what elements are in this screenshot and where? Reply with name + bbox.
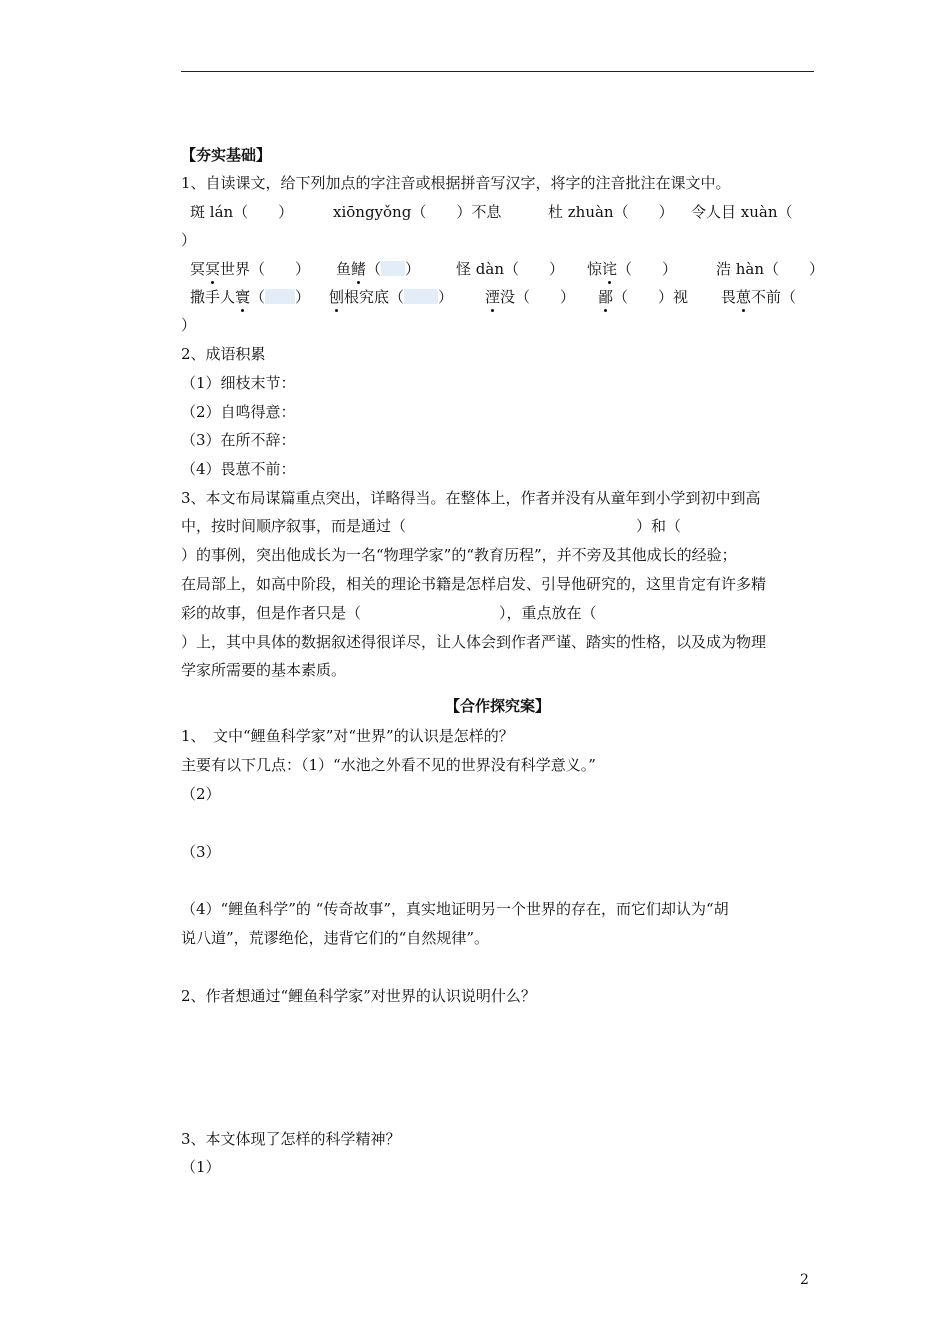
idiom-item-2: （2）自鸣得意： [181, 403, 296, 421]
coop-question-1-intro: 主要有以下几点：（1）“水池之外看不见的世界没有科学意义。” [181, 756, 596, 774]
question-3-line-7: 学家所需要的基本素质。 [181, 661, 347, 679]
char-row3-tail: ） [181, 316, 197, 334]
coop-question-1-point-2: （2） [181, 785, 221, 803]
pinyin-row1-tail: ） [181, 231, 197, 249]
char-item-huan: 撒手人寰（ ） [190, 288, 311, 306]
char-item-pao: 刨根究底（ ） [329, 288, 454, 306]
char-item-bi: 鄙（ ）视 [598, 288, 689, 306]
section-title-cooperation: 【合作探究案】 [444, 697, 550, 715]
coop-question-1: 1、 文中“鲤鱼科学家”对“世界”的认识是怎样的？ [181, 727, 514, 745]
question-3-line-5b: ），重点放在（ [499, 604, 597, 622]
question-3-line-4: 在局部上，如高中阶段，相关的理论书籍是怎样启发、引导他研究的，这里肯定有许多精 [181, 575, 767, 593]
coop-question-2: 2、作者想通过“鲤鱼科学家”对世界的认识说明什么？ [181, 987, 536, 1005]
coop-question-1-point-4b: 说八道”，荒谬绝伦，违背它们的“自然规律”。 [181, 929, 490, 947]
page-number: 2 [800, 1272, 809, 1288]
idiom-item-1: （1）细枝末节： [181, 374, 296, 392]
char-item-mingming: 冥冥世界（ ） [190, 260, 311, 278]
coop-question-1-point-3: （3） [181, 843, 221, 861]
char-item-cha: 惊诧（ ） [587, 260, 678, 278]
question-1-text: 1、自读课文，给下列加点的字注音或根据拼音写汉字，将字的注音批注在课文中。 [181, 174, 731, 192]
char-item-qi: 鱼鳍（ ） [336, 260, 421, 278]
pinyin-item-zhuan: 杜 zhuàn（ ） [548, 203, 674, 221]
question-3-line-2a: 中，按时间顺序叙事，而是通过（ [181, 517, 407, 535]
coop-question-3: 3、本文体现了怎样的科学精神？ [181, 1130, 401, 1148]
question-3-line-1: 3、本文布局谋篇重点突出，详略得当。在整体上，作者并没有从童年到小学到初中到高 [181, 489, 761, 507]
idiom-item-4: （4）畏葸不前： [181, 460, 296, 478]
question-3-line-3: ）的事例，突出他成长为一名“物理学家”的“教育历程”，并不旁及其他成长的经验； [181, 546, 737, 564]
char-item-yan: 湮没（ ） [485, 288, 576, 306]
char-item-xi: 畏葸不前（ [721, 288, 797, 306]
question-2-text: 2、成语积累 [181, 345, 266, 363]
header-rule [181, 71, 814, 72]
question-3-line-2b: ）和（ [636, 517, 682, 535]
coop-question-3-point-1: （1） [181, 1158, 221, 1176]
question-3-line-6: ）上，其中具体的数据叙述得很详尽，让人体会到作者严谨、踏实的性格，以及成为物理 [181, 633, 767, 651]
pinyin-item-xuan: 令人目 xuàn（ [691, 203, 793, 221]
pinyin-item-dan: 怪 dàn（ ） [456, 260, 564, 278]
pinyin-item-xiongyong: xiōngyǒng（ ）不息 [333, 203, 502, 221]
section-title-basics: 【夯实基础】 [181, 146, 272, 164]
idiom-item-3: （3）在所不辞： [181, 431, 296, 449]
coop-question-1-point-4a: （4）“鲤鱼科学”的 “传奇故事”，真实地证明另一个世界的存在，而它们却认为“胡 [181, 900, 729, 918]
pinyin-item-han: 浩 hàn（ ） [716, 260, 825, 278]
question-3-line-5a: 彩的故事，但是作者只是（ [181, 604, 362, 622]
pinyin-item-lan: 斑 lán（ ） [190, 203, 294, 221]
